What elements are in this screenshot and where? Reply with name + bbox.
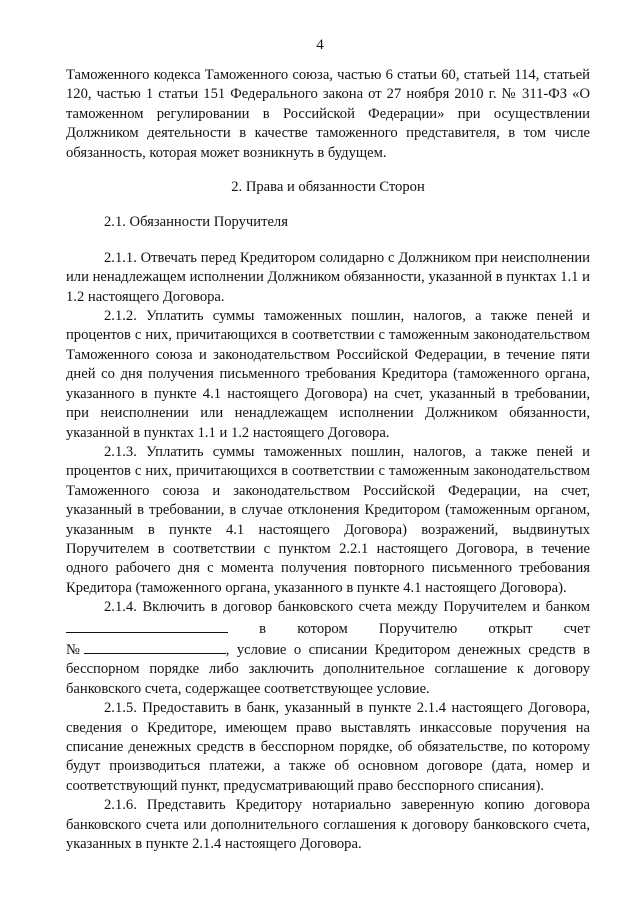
clause-2-1-4-line1: 2.1.4. Включить в договор банковского счета между Поручителем и банком xyxy=(104,599,590,616)
bank-name-blank[interactable] xyxy=(66,618,228,633)
clause-2-1-4-rest-text: , условие о списании Кредитором денежных средств в бесспорном порядке либо заключить дополнительное соглашение к договору банковского счета, содержащее соответствующее условие. xyxy=(66,641,590,697)
subsection-title: 2.1. Обязанности Поручителя xyxy=(104,214,288,231)
clause-2-1-2: 2.1.2. Уплатить суммы таможенных пошлин, налогов, а также пеней и процентов с них, причитающихся в соответствии с таможенным законодательством Таможенного союза и законодательством Российской Федерации, в течение пяти дней со дня получения письменного требования Кредитора (таможенного органа, указанного в пункте 4.1 настоящего Договора) на счет, указанный в требовании, при неисполнении или ненадлежащем исполнении Должником обязанности, указанной в пунктах 1.1 и 1.2 настоящего Договора. xyxy=(66,308,590,441)
clause-2-1-6: 2.1.6. Представить Кредитору нотариально заверенную копию договора банковского счета или дополнительного соглашения к договору банковского счета, указанных в пункте 2.1.4 настоящего Договора. xyxy=(66,797,590,853)
clause-2-1-4 xyxy=(66,598,590,699)
clause-2-1-4-line2-text: в котором Поручителю открыт счет xyxy=(259,620,590,637)
clause-2-1-5: 2.1.5. Предоставить в банк, указанный в пункте 2.1.4 настоящего Договора, сведения о Кредиторе, имеющем право выставлять инкассовые поручения на списание денежных средств в бесспорном порядке, об обязательстве, по которому будут производиться платежи, а также об основном договоре (дата, номер и соответствующий пункт, предусматривающий право бесспорного списания). xyxy=(66,700,590,794)
document-body xyxy=(66,66,590,854)
clause-2-1-4-line2 xyxy=(66,618,590,639)
clause-2-1-1: 2.1.1. Отвечать перед Кредитором солидарно с Должником при неисполнении или ненадлежащем исполнении Должником обязанности, указанной в пунктах 1.1 и 1.2 настоящего Договора. xyxy=(66,249,590,305)
account-number-sign: № xyxy=(66,641,84,658)
page-number: 4 xyxy=(316,37,324,53)
intro-paragraph: Таможенного кодекса Таможенного союза, частью 6 статьи 60, статьей 114, статьей 120, частью 1 статьи 151 Федерального закона от 27 ноября 2010 г. № 311-ФЗ «О таможенном регулировании в Российской Федерации» при осуществлении Должником деятельности в качестве таможенного представителя, в том числе обязанность, которая может возникнуть в будущем. xyxy=(66,67,590,161)
account-number-blank[interactable] xyxy=(84,639,226,654)
clause-2-1-3: 2.1.3. Уплатить суммы таможенных пошлин, налогов, а также пеней и процентов с них, причитающихся в соответствии с таможенным законодательством Таможенного союза и законодательством Российской Федерации, на счет, указанный в требовании, в случае отклонения Кредитором (таможенным органом, указанным в пункте 4.1 настоящего Договора) возражений, выдвинутых Поручителем в соответствии с пунктом 2.2.1 настоящего Договора, в течение одного рабочего дня с момента получения повторного письменного требования Кредитора (таможенного органа, указанного в пункте 4.1 настоящего Договора). xyxy=(66,443,590,596)
clause-2-1-4-rest xyxy=(66,639,590,699)
section-title: 2. Права и обязанности Сторон xyxy=(231,179,425,196)
